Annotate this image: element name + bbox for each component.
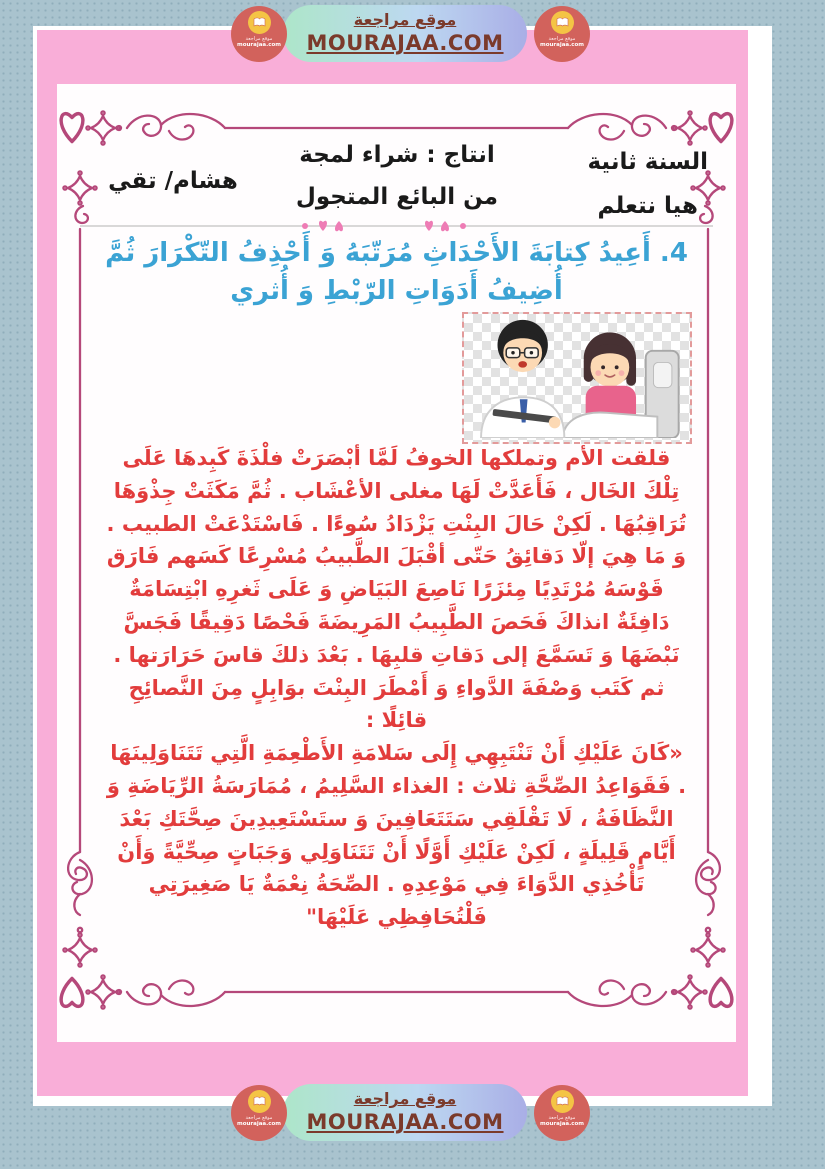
- book-icon: [248, 11, 271, 34]
- logo-caption-en: mourajaa.com: [539, 42, 585, 48]
- story-line: أَيَّامٍ قَلِيلَةٍ ، لَكِنْ عَلَيْكِ أَوَّلًا أَنْ تَتَنَاوَلِي وَجَبَاتٍ صِحِّيَّةً وَأَنْ: [117, 839, 676, 864]
- story-line: . فَقَوَاعِدُ الصِّحَّةِ ثلاث : الغذاء السَّلِيمُ ، مُمَارَسَةُ الرِّيَاضَةِ وَ: [106, 773, 687, 798]
- pink-frame: [37, 30, 748, 1096]
- story-line: «كَانَ عَلَيْكِ أَنْ تَنْتَبِهِي إِلَى سَلامَةِ الأَطْعِمَةِ الَّتِي تَتَنَاوَلِينَهَا: [110, 741, 683, 766]
- book-icon: [551, 1090, 574, 1113]
- story-line: ثم كَتَب وَصْفَةَ الدَّواءِ وَ أَمْطَرَ البِنْتَ بوَابِلٍ مِنَ النَّصائِحِ: [128, 675, 665, 700]
- site-name-link[interactable]: MOURAJAA.COM: [306, 31, 504, 56]
- story-line: النَّظَافَةُ ، لَا تَقْلَقِي سَتَتَعَافِينَ وَ ستَسْتَعِيدِينَ صِحَّتَكِ بَعْدَ: [119, 806, 674, 831]
- story-line: وَ مَا هِيَ إلّا دَقائِقُ حَتّى أقْبَلَ الطَّبيبُ مُسْرِعًا كَسَهم فَارَق: [106, 544, 687, 569]
- doctor-patient-illustration: [462, 312, 692, 444]
- paper-sheet: [33, 26, 772, 1106]
- logo-caption-ar: موقع مراجعة: [548, 36, 576, 42]
- story-line: فَلْتُحَافِظِي عَلَيْهَا": [306, 905, 487, 930]
- site-name-link[interactable]: MOURAJAA.COM: [306, 1110, 504, 1135]
- book-icon: [248, 1090, 271, 1113]
- header-year-block: [587, 140, 708, 228]
- story-line: قائِلًا :: [365, 708, 428, 733]
- content-area: [57, 84, 736, 1042]
- exercise-title-line1: 4. أَعِيدُ كِتابَةَ الأَحْدَاثِ مُرَتّبَهُ وَ أَحْذِفُ التّكْرَارَ ثُمَّ: [105, 238, 688, 268]
- lets-learn-label: هيا نتعلم: [597, 193, 698, 219]
- story-line: نَبْضَهَا وَ تَسَمَّعَ إلى دَقاتِ قلبِهَا . بَعْدَ ذلكَ قاسَ حَرَارَتها .: [113, 642, 680, 667]
- authors-label: هشام/ تقي: [108, 168, 238, 194]
- logo-caption-ar: موقع مراجعة: [245, 1115, 273, 1121]
- bottom-border-ornament: [61, 975, 732, 1008]
- story-line: قَوْسَهُ مُرْتَدِيًا مِئزَرًا نَاصِعَ البَيَاضِ وَ عَلَى ثَغرِهِ ابْتِسَامَةٌ: [129, 577, 664, 602]
- site-logo-right[interactable]: [534, 1085, 590, 1141]
- logo-caption-en: mourajaa.com: [236, 1121, 282, 1127]
- logo-caption-ar: موقع مراجعة: [245, 36, 273, 42]
- doctor-patient-drawing: [464, 314, 686, 438]
- story-line: تُرَاقِبُهَا . لَكِنْ حَالَ البِنْتِ يَزْدَادُ سُوءًا . فَاسْتَدْعَتْ الطبيب .: [106, 511, 687, 536]
- site-logo-left[interactable]: [231, 6, 287, 62]
- bottom-banner: [0, 1084, 825, 1142]
- story-line: تِلْكَ الخَال ، فَأَعَدَّتْ لَهَا مغلى الأعْشَاب . ثُمَّ مَكَثَتْ جِذْوَهَا: [113, 478, 680, 503]
- banner-pill: [283, 5, 527, 62]
- site-name-arabic-link[interactable]: موقع مراجعة: [353, 1089, 457, 1109]
- site-name-arabic-link[interactable]: موقع مراجعة: [353, 10, 457, 30]
- logo-caption-en: mourajaa.com: [236, 42, 282, 48]
- exercise-title-line2: أُضِيفُ أَدَوَاتِ الرّبْطِ وَ أُثري: [230, 276, 563, 306]
- production-title-line2: من البائع المتجول: [295, 184, 499, 210]
- story-line: تَأْخُذِي الدَّوَاءَ فِي مَوْعِدِهِ . الصِّحَةُ نِعْمَةٌ يَا صَغِيرَتِي: [148, 872, 645, 897]
- banner-pill: [283, 1084, 527, 1141]
- story-line: دَافِئَةٌ انذاكَ فَحَصَ الطَّبِيبُ المَرِيضَةَ فَحْصًا دَقِيقًا فَجَسَّ: [123, 609, 670, 634]
- school-year-label: السنة ثانية: [587, 149, 708, 175]
- production-title-line1: انتاج : شراء لمجة: [299, 142, 495, 168]
- story-line: قلقت الأم وتملكها الخوفُ لَمَّا أبْصَرَتْ فلْذَةَ كَبِدهَا عَلَى: [122, 446, 671, 470]
- exercise-title: [63, 234, 730, 310]
- top-banner: [0, 5, 825, 63]
- logo-caption-en: mourajaa.com: [539, 1121, 585, 1127]
- site-logo-right[interactable]: [534, 6, 590, 62]
- site-logo-left[interactable]: [231, 1085, 287, 1141]
- book-icon: [551, 11, 574, 34]
- logo-caption-ar: موقع مراجعة: [548, 1115, 576, 1121]
- story-text: [65, 442, 728, 934]
- header-production-block: [235, 134, 559, 218]
